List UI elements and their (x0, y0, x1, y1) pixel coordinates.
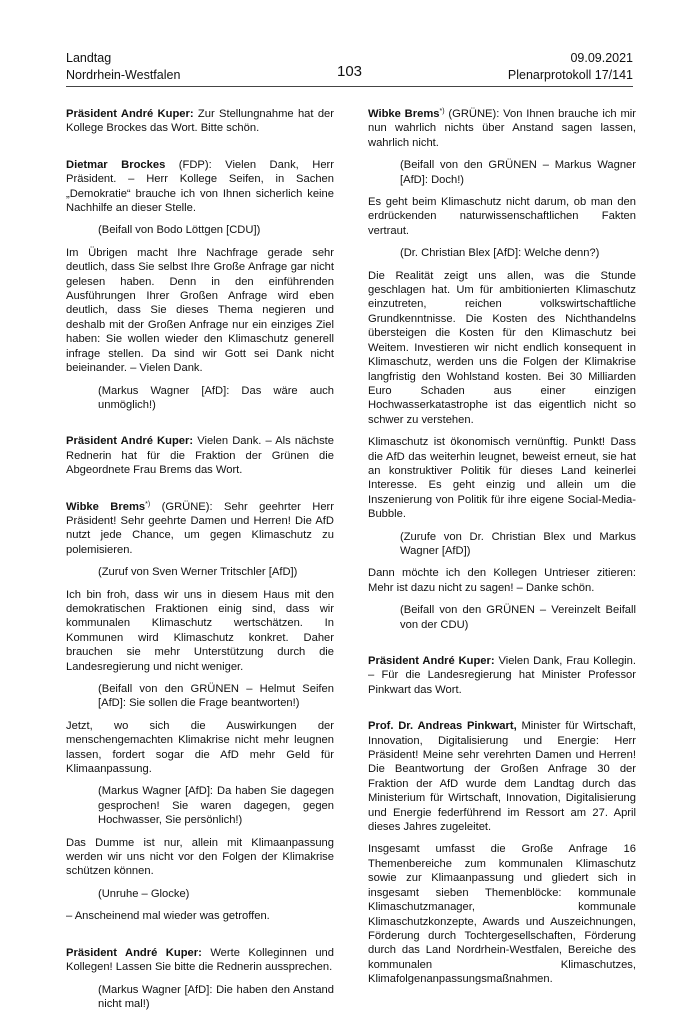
speaker-name: Wibke Brems (368, 108, 440, 120)
speech-paragraph: Ich bin froh, dass wir uns in diesem Haus mit den demokratischen Fraktionen einig sind, dass wir kommunalen Klimaschutz wertschätzen. In Kommunen wird Klimaschutz konkret. Daher brauchen sie mehr Unterstützung durch die Landesregierung und nicht weniger. (66, 588, 334, 673)
state-name: Nordrhein-Westfalen (66, 68, 181, 82)
page-number: 103 (336, 63, 363, 80)
speech-text: Vielen Dank. – Als nächste Rednerin hat für die Fraktion der Grünen die Abgeordnete Frau Brems das Wort. (66, 435, 335, 477)
speech-paragraph (368, 654, 636, 697)
interjection: (Markus Wagner [AfD]: Die haben den Anstand nicht mal!) (98, 983, 334, 1010)
speaker-name: Wibke Brems (66, 500, 146, 513)
speaker-name: Präsident André Kuper: (66, 435, 194, 448)
speech-paragraph: Es geht beim Klimaschutz nicht darum, ob man den erdrückenden naturwissenschaftlichen Fakten vertraut. (368, 196, 636, 237)
protocol-number: Plenarprotokoll 17/141 (507, 68, 633, 82)
footnote-marker: *) (439, 108, 445, 115)
speech-paragraph (66, 158, 334, 216)
speaker-name: Prof. Dr. Andreas Pinkwart, (368, 720, 517, 733)
interjection: (Zuruf von Sven Werner Tritschler [AfD]) (98, 566, 298, 579)
interjection: (Beifall von den GRÜNEN – Vereinzelt Beifall von der CDU) (400, 604, 636, 631)
speech-text: Zur Stellungnahme hat der Kollege Brockes das Wort. Bitte schön. (66, 108, 334, 135)
left-column (66, 107, 334, 1019)
interjection: (Beifall von Bodo Löttgen [CDU]) (98, 224, 261, 237)
speech-paragraph (66, 107, 334, 136)
footnote-marker: *) (145, 500, 151, 508)
session-date: 09.09.2021 (570, 51, 633, 65)
header-rule (66, 86, 633, 87)
interjection: (Beifall von den GRÜNEN – Markus Wagner [AfD]: Doch!) (400, 159, 636, 186)
speaker-name: Präsident André Kuper: (368, 655, 495, 667)
speech-paragraph (368, 107, 636, 150)
page-header (66, 50, 633, 86)
speech-paragraph: Klimaschutz ist ökonomisch vernünftig. Punkt! Dass die AfD das weiterhin leugnet, beweist erneut, sie hat an konstruktiver Politik für dieses Land keinerlei Interesse. Es geht einzig und allein um die Inszenierung von Politik für ihre eigene Social-Media-Bubble. (368, 436, 636, 521)
speech-paragraph: Insgesamt umfasst die Große Anfrage 16 Themenbereiche zum kommunalen Klimaschutz sowie zur Klimaanpassung und gliedert sich in insgesamt sieben Themenblöcke: kommunale Klimaschutzmanager, kommunale Klimaschutzkonzepte, Awards und Auszeichnungen, Förderung durch Tochtergesellschaften, Förderung durch das Land Nordrhein-Westfalen, Bereiche des kommunalen Klimaschutzes, Klimafolgenanpassungsmaßnahmen. (368, 843, 636, 986)
speech-paragraph: Jetzt, wo sich die Auswirkungen der menschengemachten Klimakrise nicht mehr leugnen lassen, fordert sogar die AfD mehr Geld für Klimaanpassung. (66, 719, 334, 776)
interjection: (Beifall von den GRÜNEN – Helmut Seifen [AfD]: Sie sollen die Frage beantworten!) (98, 683, 334, 710)
speech-paragraph (66, 500, 334, 558)
speech-paragraph: Dann möchte ich den Kollegen Untrieser zitieren: Mehr ist dazu nicht zu sagen! – Danke schön. (368, 567, 636, 594)
interjection: (Dr. Christian Blex [AfD]: Welche denn?) (400, 247, 600, 260)
header-right (508, 50, 633, 84)
interjection: (Markus Wagner [AfD]: Das wäre auch unmöglich!) (98, 384, 334, 411)
speech-text: Vielen Dank, Frau Kollegin. – Für die Landesregierung hat Minister Professor Pinkwart das Wort. (368, 655, 636, 696)
speech-paragraph (66, 434, 334, 477)
speech-text: (FDP): Vielen Dank, Herr Präsident. – Herr Kollege Seifen, in Sachen „Demokratie“ brauche ich von Ihnen sicherlich keine Nachhilfe an dieser Stelle. (66, 158, 335, 215)
interjection: (Zurufe von Dr. Christian Blex und Markus Wagner [AfD]) (400, 530, 636, 557)
speech-paragraph: – Anscheinend mal wieder was getroffen. (66, 910, 270, 923)
speaker-name: Präsident André Kuper: (66, 946, 202, 959)
speech-text: (GRÜNE): Sehr geehrter Herr Präsident! Sehr geehrte Damen und Herren! Die AfD nutzt jede Chance, um gegen Klimaschutz zu polemisieren. (66, 500, 334, 556)
speech-paragraph (368, 719, 636, 834)
right-column (368, 107, 636, 995)
speaker-name: Dietmar Brockes (66, 158, 166, 171)
interjection: (Unruhe – Glocke) (98, 887, 190, 900)
speaker-name: Präsident André Kuper: (66, 108, 194, 120)
speech-text: Minister für Wirtschaft, Innovation, Digitalisierung und Energie: Herr Präsident! Meine sehr verehrten Damen und Herren! Die Beantwortung der Großen Anfrage 30 der Fraktion der AfD wurde dem Landtag durch das Ministerium für Wirtschaft, Innovation, Digitalisierung und Energie federführend im Ressort am 27. April dieses Jahres zugeleitet. (368, 720, 636, 834)
speech-paragraph: Das Dumme ist nur, allein mit Klimaanpassung werden wir uns nicht vor den Folgen der Klimakrise schützen können. (66, 836, 334, 878)
speech-paragraph: Die Realität zeigt uns allen, was die Stunde geschlagen hat. Um für ambitionierten Klimaschutz einzutreten, reichen volkswirtschaftliche Grundkenntnisse. Die Kosten des Nichthandelns übersteigen die Kosten für den Klimaschutz bei Weitem. Investieren wir nicht endlich konsequent in Klimaschutz, werden uns die Folgen der Klimakrise langfristig den Wohlstand kosten. Bei 30 Milliarden Euro Schaden aus einer einzigen Hochwasserkatastrophe ist das eigentlich nicht so schwer zu verstehen. (368, 269, 636, 426)
speech-text: (GRÜNE): Von Ihnen brauche ich mir nun wahrlich nichts über Anstand sagen lassen, wahrlich nicht. (368, 108, 637, 149)
speech-paragraph (66, 946, 334, 975)
parliament-name: Landtag (66, 51, 112, 65)
speech-paragraph: Im Übrigen macht Ihre Nachfrage gerade sehr deutlich, dass Sie selbst Ihre Große Anfrage gar nicht gelesen haben. Denn in den einführenden Ausführungen Ihrer Großen Anfrage wird eben deutlich, dass Sie dieses Thema negieren und deshalb mit der Großen Anfrage nur ein einziges Ziel haben: Sie wollen wieder den Klimaschutz generell infrage stellen. Da sind wir Gott sei Dank nicht beieinander. – Vielen Dank. (66, 246, 334, 375)
speech-text: Werte Kolleginnen und Kollegen! Lassen Sie bitte die Rednerin aussprechen. (66, 946, 334, 974)
interjection: (Markus Wagner [AfD]: Da haben Sie dagegen gesprochen! Sie waren dagegen, gegen Hochwasser, Sie persönlich!) (98, 785, 334, 827)
